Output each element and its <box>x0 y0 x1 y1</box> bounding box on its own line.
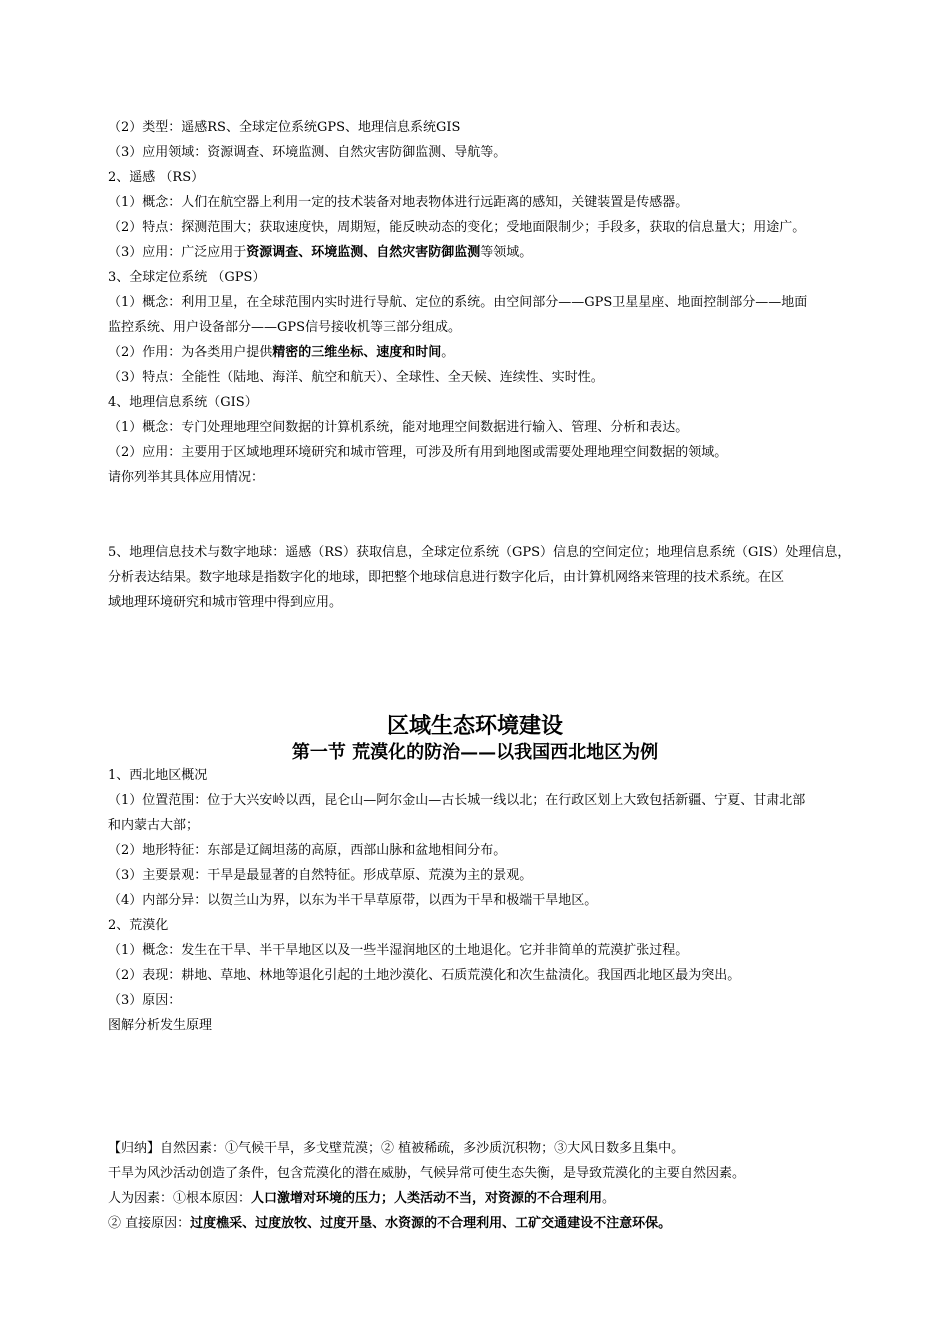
bold-text-run: 资源调查、环境监测、自然灾害防御监测 <box>246 245 481 260</box>
text-line <box>108 143 506 163</box>
text-line <box>108 1016 212 1036</box>
text-run: （3）应用：广泛应用于 <box>108 245 247 260</box>
text-run: （1）概念：发生在干旱、半干旱地区以及一些半湿润地区的土地退化。它并非简单的荒漠扩张过程。 <box>108 943 689 958</box>
text-line <box>108 766 207 786</box>
text-line <box>108 418 688 438</box>
text-line <box>108 393 258 413</box>
text-line <box>108 916 168 936</box>
bold-text-run: 精密的三维坐标、速度和时间 <box>272 345 442 360</box>
text-run: 4、地理信息系统（GIS） <box>108 395 258 410</box>
text-line <box>108 293 807 313</box>
text-run: 2、荒漠化 <box>108 918 169 933</box>
text-run: （3）应用领域：资源调查、环境监测、自然灾害防御监测、导航等。 <box>108 145 507 160</box>
text-run: （3）原因： <box>108 993 182 1008</box>
section-title: 第一节 荒漠化的防治——以我国西北地区为例 <box>291 742 659 763</box>
text-line <box>108 866 532 886</box>
text-run: 分析表达结果。数字地球是指数字化的地球，即把整个地球信息进行数字化后，由计算机网络来管理的技术系统。在区 <box>108 570 785 585</box>
text-line <box>108 593 342 613</box>
text-run: ② 直接原因： <box>108 1216 191 1231</box>
text-run: （3）主要景观：干旱是最显著的自然特征。形成草原、荒漠为主的景观。 <box>108 868 533 883</box>
text-run: （1）概念：专门处理地理空间数据的计算机系统，能对地理空间数据进行输入、管理、分析和表达。 <box>108 420 689 435</box>
text-run: 3、全球定位系统 （GPS） <box>108 270 266 285</box>
text-line <box>108 243 532 263</box>
text-run: 5、地理信息技术与数字地球：遥感（RS）获取信息，全球定位系统（GPS）信息的空间定位；地理信息系统（GIS）处理信息， <box>108 545 851 560</box>
text-line <box>108 543 850 563</box>
text-line <box>108 991 181 1011</box>
text-line <box>108 1214 671 1234</box>
text-line <box>108 318 461 338</box>
bold-text-run: 人口激增对环境的压力；人类活动不当，对资源的不合理利用 <box>251 1191 603 1206</box>
text-line <box>108 193 688 213</box>
text-run: 【归纳】自然因素：①气候干旱，多戈壁荒漠；② 植被稀疏，多沙质沉积物；③大风日数多且集中。 <box>108 1141 685 1156</box>
bold-text-run: 过度樵采、过度放牧、过度开垦、水资源的不合理利用、工矿交通建设不注意环保。 <box>190 1216 672 1231</box>
text-line <box>108 1139 684 1159</box>
text-line <box>108 891 597 911</box>
text-run: 人为因素：①根本原因： <box>108 1191 252 1206</box>
text-run: （2）应用：主要用于区域地理环境研究和城市管理，可涉及所有用到地图或需要处理地理空间数据的领域。 <box>108 445 728 460</box>
text-run: 请你列举其具体应用情况： <box>108 470 265 485</box>
text-run: （2）类型：遥感RS、全球定位系统GPS、地理信息系统GIS <box>108 120 461 135</box>
text-run: （1）概念：人们在航空器上利用一定的技术装备对地表物体进行远距离的感知，关键装置是传感器。 <box>108 195 689 210</box>
text-line <box>108 468 264 488</box>
text-run: 2、遥感 （RS） <box>108 170 205 185</box>
text-line <box>108 268 265 288</box>
text-line <box>108 841 506 861</box>
text-run: 等领域。 <box>480 245 533 260</box>
text-run: （4）内部分异：以贺兰山为界，以东为半干旱草原带，以西为干旱和极端干旱地区。 <box>108 893 598 908</box>
text-run: （3）特点：全能性（陆地、海洋、航空和航天）、全球性、全天候、连续性、实时性。 <box>108 370 604 385</box>
text-line <box>108 1164 745 1184</box>
text-line <box>108 791 805 811</box>
text-run: 域地理环境研究和城市管理中得到应用。 <box>108 595 343 610</box>
text-run: 。 <box>441 345 455 360</box>
text-run: 监控系统、用户设备部分——GPS信号接收机等三部分组成。 <box>108 320 462 335</box>
chapter-title: 区域生态环境建设 <box>386 713 563 739</box>
text-line <box>108 443 727 463</box>
text-line <box>108 966 740 986</box>
text-run: （2）作用：为各类用户提供 <box>108 345 273 360</box>
text-run: （1）概念：利用卫星，在全球范围内实时进行导航、定位的系统。由空间部分——GPS卫星星座、地面控制部分——地面 <box>108 295 808 310</box>
text-line <box>108 218 805 238</box>
text-run: 。 <box>602 1191 616 1206</box>
text-line <box>108 118 460 138</box>
text-line <box>108 941 688 961</box>
text-line <box>108 168 204 188</box>
text-run: 干旱为风沙活动创造了条件，包含荒漠化的潜在威胁，气候异常可使生态失衡，是导致荒漠化的主要自然因素。 <box>108 1166 746 1181</box>
text-run: （1）位置范围：位于大兴安岭以西，昆仑山—阿尔金山—古长城一线以北；在行政区划上大致包括新疆、宁夏、甘肃北部 <box>108 793 806 808</box>
text-line <box>108 568 784 588</box>
text-run: （2）表现：耕地、草地、林地等退化引起的土地沙漠化、石质荒漠化和次生盐渍化。我国西北地区最为突出。 <box>108 968 741 983</box>
text-run: 和内蒙古大部； <box>108 818 200 833</box>
text-line <box>108 816 199 836</box>
text-run: 图解分析发生原理 <box>108 1018 213 1033</box>
text-line <box>108 343 454 363</box>
text-line <box>108 1189 615 1209</box>
text-run: （2）特点：探测范围大；获取速度快，周期短，能反映动态的变化；受地面限制少；手段多，获取的信息量大；用途广。 <box>108 220 806 235</box>
text-line <box>108 368 604 388</box>
text-run: 1、西北地区概况 <box>108 768 208 783</box>
text-run: （2）地形特征：东部是辽阔坦荡的高原，西部山脉和盆地相间分布。 <box>108 843 507 858</box>
